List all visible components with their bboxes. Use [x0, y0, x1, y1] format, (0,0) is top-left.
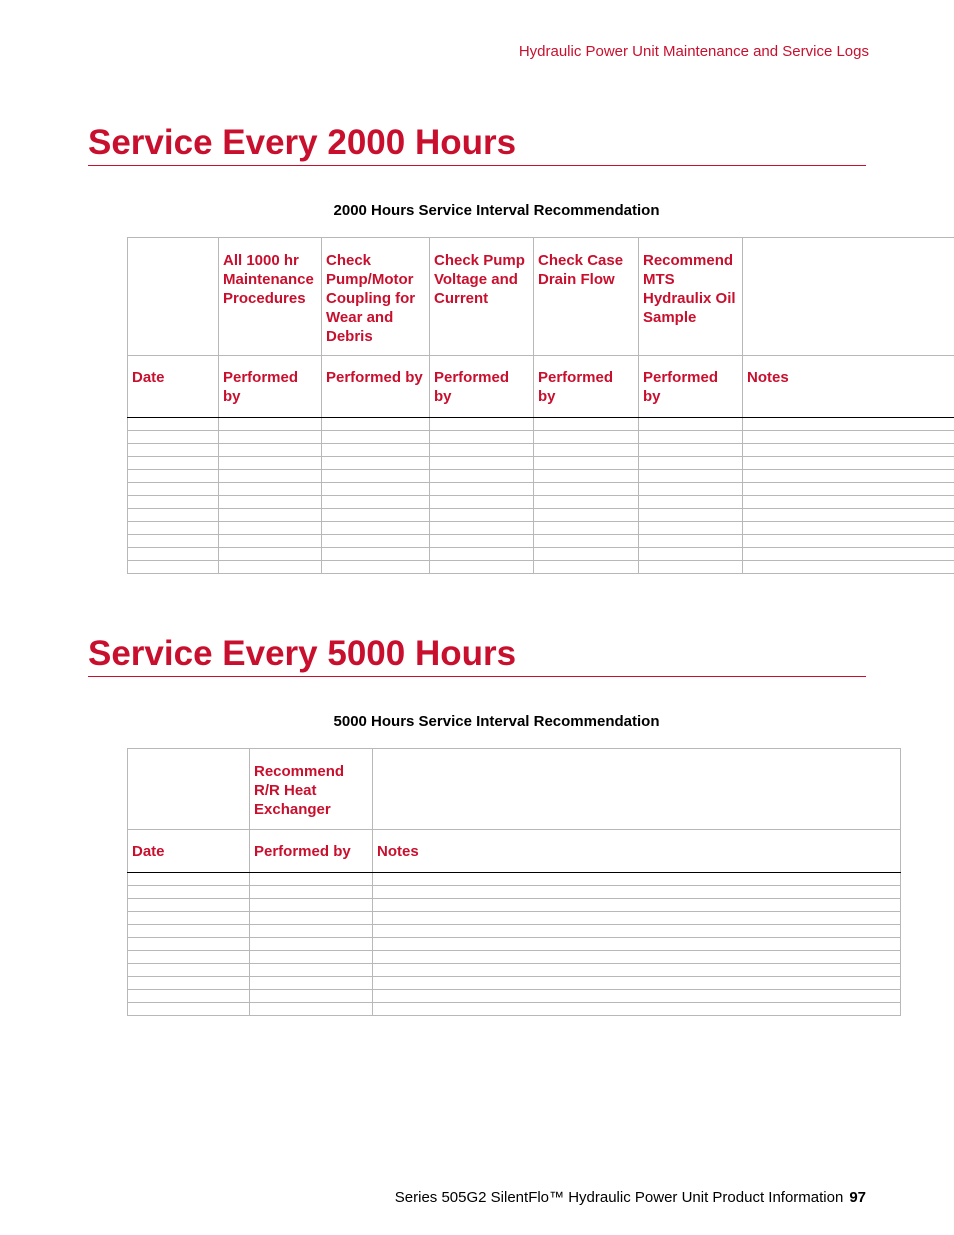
- log-entry-cell[interactable]: [639, 548, 743, 561]
- log-entry-row: [128, 522, 954, 535]
- log-entry-cell[interactable]: [430, 535, 534, 548]
- log-entry-cell[interactable]: [128, 925, 250, 938]
- log-entry-cell[interactable]: [322, 418, 430, 431]
- log-entry-cell[interactable]: [128, 509, 219, 522]
- log-entry-cell[interactable]: [639, 483, 743, 496]
- log-entry-cell[interactable]: [639, 470, 743, 483]
- log-entry-cell[interactable]: [322, 535, 430, 548]
- section-title-2000: Service Every 2000 Hours: [88, 123, 866, 166]
- log-entry-cell[interactable]: [534, 522, 639, 535]
- column-header-date: Date: [128, 356, 219, 418]
- task-header-cell: [128, 749, 250, 830]
- log-entry-cell[interactable]: [128, 418, 219, 431]
- log-entry-cell[interactable]: [128, 444, 219, 457]
- log-entry-cell[interactable]: [322, 522, 430, 535]
- log-entry-cell[interactable]: [534, 418, 639, 431]
- log-entry-cell[interactable]: [250, 1003, 373, 1016]
- log-entry-cell[interactable]: [639, 535, 743, 548]
- log-entry-cell[interactable]: [534, 509, 639, 522]
- log-entry-cell[interactable]: [128, 470, 219, 483]
- log-entry-cell[interactable]: [250, 990, 373, 1003]
- log-entry-row: [128, 470, 954, 483]
- log-entry-cell[interactable]: [743, 535, 954, 548]
- log-entry-cell[interactable]: [322, 548, 430, 561]
- log-entry-cell[interactable]: [743, 509, 954, 522]
- log-entry-cell[interactable]: [743, 548, 954, 561]
- task-header-cell: Check Pump Voltage and Current: [430, 238, 534, 356]
- column-header-performed-by: Performed by: [430, 356, 534, 418]
- log-entry-row: [128, 899, 901, 912]
- log-entry-cell[interactable]: [128, 457, 219, 470]
- log-entry-cell[interactable]: [250, 899, 373, 912]
- log-entry-cell[interactable]: [322, 496, 430, 509]
- log-entry-cell[interactable]: [219, 561, 322, 574]
- column-header-performed-by: Performed by: [534, 356, 639, 418]
- log-entry-row: [128, 444, 954, 457]
- log-entry-row: [128, 535, 954, 548]
- log-entry-cell[interactable]: [430, 418, 534, 431]
- log-entry-cell[interactable]: [534, 444, 639, 457]
- task-header-cell: Check Case Drain Flow: [534, 238, 639, 356]
- log-entry-cell[interactable]: [430, 431, 534, 444]
- log-entry-cell[interactable]: [743, 496, 954, 509]
- log-entry-row: [128, 418, 954, 431]
- log-entry-row: [128, 457, 954, 470]
- log-entry-cell[interactable]: [534, 483, 639, 496]
- column-header-performed-by: Performed by: [219, 356, 322, 418]
- column-header-notes: Notes: [743, 356, 954, 418]
- log-entry-cell[interactable]: [322, 444, 430, 457]
- log-entry-row: [128, 1003, 901, 1016]
- task-header-cell: Recommend R/R Heat Exchanger: [250, 749, 373, 830]
- log-entry-cell[interactable]: [743, 418, 954, 431]
- log-entry-cell[interactable]: [219, 483, 322, 496]
- running-header: Hydraulic Power Unit Maintenance and Service Logs: [518, 43, 869, 60]
- log-entry-cell[interactable]: [639, 522, 743, 535]
- log-entry-cell[interactable]: [639, 444, 743, 457]
- column-header-performed-by: Performed by: [322, 356, 430, 418]
- log-entry-row: [128, 990, 901, 1003]
- service-log-table-2000: [127, 237, 954, 574]
- task-header-cell: Recommend MTS Hydraulix Oil Sample: [639, 238, 743, 356]
- log-entry-cell[interactable]: [128, 977, 250, 990]
- footer-doc-title: Series 505G2 SilentFlo™ Hydraulic Power Unit Product Information: [394, 1189, 844, 1206]
- log-entry-cell[interactable]: [250, 951, 373, 964]
- log-entry-cell[interactable]: [250, 977, 373, 990]
- column-header-performed-by: Performed by: [250, 830, 373, 873]
- log-entry-cell[interactable]: [743, 431, 954, 444]
- log-entry-cell[interactable]: [430, 509, 534, 522]
- log-entry-cell[interactable]: [322, 457, 430, 470]
- log-entry-cell[interactable]: [534, 561, 639, 574]
- log-entry-cell[interactable]: [322, 431, 430, 444]
- log-entry-row: [128, 886, 901, 899]
- log-entry-cell[interactable]: [322, 483, 430, 496]
- log-entry-row: [128, 938, 901, 951]
- log-entry-cell[interactable]: [128, 561, 219, 574]
- log-entry-cell[interactable]: [743, 457, 954, 470]
- log-entry-cell[interactable]: [373, 1003, 901, 1016]
- table-caption-2000: 2000 Hours Service Interval Recommendation: [333, 202, 660, 219]
- task-header-row: [128, 238, 954, 356]
- log-entry-cell[interactable]: [250, 873, 373, 886]
- log-entry-cell[interactable]: [373, 886, 901, 899]
- log-entry-cell[interactable]: [373, 912, 901, 925]
- log-entry-cell[interactable]: [250, 886, 373, 899]
- log-entry-cell[interactable]: [430, 470, 534, 483]
- log-entry-cell[interactable]: [743, 561, 954, 574]
- log-entry-cell[interactable]: [219, 522, 322, 535]
- log-entry-cell[interactable]: [128, 873, 250, 886]
- log-entry-cell[interactable]: [430, 444, 534, 457]
- log-entry-cell[interactable]: [219, 457, 322, 470]
- log-entry-cell[interactable]: [534, 470, 639, 483]
- column-header-performed-by: Performed by: [639, 356, 743, 418]
- log-entry-cell[interactable]: [219, 548, 322, 561]
- log-entry-cell[interactable]: [430, 496, 534, 509]
- log-entry-row: [128, 431, 954, 444]
- log-entry-cell[interactable]: [128, 483, 219, 496]
- log-entry-cell[interactable]: [639, 561, 743, 574]
- log-entry-row: [128, 496, 954, 509]
- log-entry-row: [128, 951, 901, 964]
- log-entry-row: [128, 912, 901, 925]
- log-entry-cell[interactable]: [128, 938, 250, 951]
- log-entry-cell[interactable]: [534, 535, 639, 548]
- log-entry-cell[interactable]: [639, 496, 743, 509]
- log-entry-cell[interactable]: [219, 470, 322, 483]
- service-log-table-5000: [127, 748, 901, 1016]
- log-entry-cell[interactable]: [128, 548, 219, 561]
- log-entry-cell[interactable]: [430, 548, 534, 561]
- column-header-row: [128, 356, 954, 418]
- log-entry-cell[interactable]: [128, 990, 250, 1003]
- task-header-cell: Check Pump/Motor Coupling for Wear and Debris: [322, 238, 430, 356]
- log-entry-cell[interactable]: [743, 483, 954, 496]
- log-entry-row: [128, 977, 901, 990]
- log-entry-cell[interactable]: [128, 912, 250, 925]
- log-entry-row: [128, 509, 954, 522]
- log-entry-cell[interactable]: [128, 951, 250, 964]
- log-entry-cell[interactable]: [128, 1003, 250, 1016]
- log-entry-cell[interactable]: [128, 522, 219, 535]
- log-entry-cell[interactable]: [250, 912, 373, 925]
- page-number: 97: [849, 1189, 866, 1206]
- section-title-5000: Service Every 5000 Hours: [88, 634, 866, 677]
- log-entry-cell[interactable]: [743, 470, 954, 483]
- log-entry-cell[interactable]: [322, 470, 430, 483]
- log-entry-cell[interactable]: [250, 964, 373, 977]
- log-entry-cell[interactable]: [373, 977, 901, 990]
- log-entry-row: [128, 964, 901, 977]
- log-entry-cell[interactable]: [534, 548, 639, 561]
- log-entry-cell[interactable]: [219, 431, 322, 444]
- log-entry-row: [128, 873, 901, 886]
- log-entry-cell[interactable]: [128, 431, 219, 444]
- page-footer: [395, 1189, 866, 1206]
- log-entry-row: [128, 548, 954, 561]
- log-entry-cell[interactable]: [128, 899, 250, 912]
- log-entry-cell[interactable]: [373, 938, 901, 951]
- column-header-date: Date: [128, 830, 250, 873]
- table-caption-5000: 5000 Hours Service Interval Recommendation: [333, 713, 660, 730]
- log-entry-cell[interactable]: [250, 925, 373, 938]
- log-entry-cell[interactable]: [219, 496, 322, 509]
- log-entry-cell[interactable]: [430, 483, 534, 496]
- log-entry-cell[interactable]: [373, 990, 901, 1003]
- log-entry-cell[interactable]: [128, 535, 219, 548]
- task-header-cell: [743, 238, 954, 356]
- log-entry-cell[interactable]: [373, 951, 901, 964]
- log-entry-cell[interactable]: [219, 509, 322, 522]
- log-entry-cell[interactable]: [639, 431, 743, 444]
- log-entry-cell[interactable]: [743, 522, 954, 535]
- log-entry-cell[interactable]: [373, 925, 901, 938]
- log-entry-cell[interactable]: [322, 509, 430, 522]
- log-entry-cell[interactable]: [322, 561, 430, 574]
- log-entry-cell[interactable]: [373, 873, 901, 886]
- log-entry-cell[interactable]: [534, 496, 639, 509]
- log-entry-cell[interactable]: [219, 444, 322, 457]
- log-entry-cell[interactable]: [639, 457, 743, 470]
- column-header-notes: Notes: [373, 830, 901, 873]
- log-entry-cell[interactable]: [373, 899, 901, 912]
- log-entry-cell[interactable]: [430, 457, 534, 470]
- log-entry-row: [128, 561, 954, 574]
- log-entry-row: [128, 925, 901, 938]
- log-entry-cell[interactable]: [373, 964, 901, 977]
- log-entry-cell[interactable]: [639, 418, 743, 431]
- log-entry-cell[interactable]: [219, 535, 322, 548]
- column-header-row: [128, 830, 901, 873]
- log-entry-cell[interactable]: [128, 964, 250, 977]
- log-entry-cell[interactable]: [128, 496, 219, 509]
- log-entry-cell[interactable]: [430, 522, 534, 535]
- task-header-cell: [128, 238, 219, 356]
- log-entry-cell[interactable]: [534, 457, 639, 470]
- log-entry-cell[interactable]: [128, 886, 250, 899]
- task-header-cell: [373, 749, 901, 830]
- log-entry-cell[interactable]: [250, 938, 373, 951]
- task-header-cell: All 1000 hr Maintenance Procedures: [219, 238, 322, 356]
- log-entry-cell[interactable]: [430, 561, 534, 574]
- log-entry-row: [128, 483, 954, 496]
- log-entry-cell[interactable]: [219, 418, 322, 431]
- log-entry-cell[interactable]: [534, 431, 639, 444]
- task-header-row: [128, 749, 901, 830]
- log-entry-cell[interactable]: [639, 509, 743, 522]
- log-entry-cell[interactable]: [743, 444, 954, 457]
